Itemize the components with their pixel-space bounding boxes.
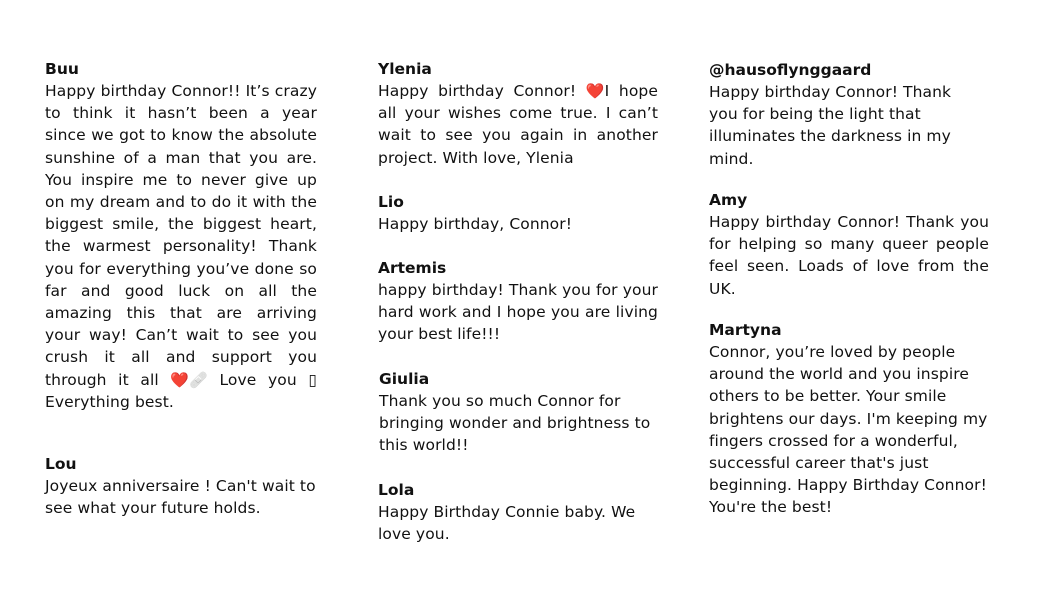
message-lio xyxy=(378,191,658,235)
message-author: Lola xyxy=(378,481,415,499)
message-text-part: Happy birthday Connor! xyxy=(378,82,586,100)
message-author: Lou xyxy=(45,455,77,473)
message-text-part: Happy birthday Connor!! It’s crazy to think it hasn’t been a year since we got to know the absolute sunshine of a man that you are. You inspire me to never give up on my dream and to do it with the biggest smile, the biggest heart, the warmest personality! Thank you for everything you’ve done so far and good luck on all the amazing this that are arriving your way! Can’t wait to see you crush it all and support you through it all xyxy=(45,82,317,389)
message-author: Giulia xyxy=(379,370,430,388)
message-ylenia xyxy=(378,58,658,169)
message-amy xyxy=(709,189,989,300)
message-text xyxy=(45,80,317,413)
message-buu xyxy=(45,58,317,413)
bandage-emoji-icon: 🩹 xyxy=(189,370,208,389)
message-text: Happy Birthday Connie baby. We love you. xyxy=(378,503,636,544)
message-author: @hausoflynggaard xyxy=(709,61,872,79)
message-author: Lio xyxy=(378,193,404,211)
message-text: Connor, you’re loved by people around the world and you inspire others to be better. Your smile brightens our days. I'm keeping my fingers crossed for a wonderful, successful career that's just beginning. Happy Birthday Connor! You're the best! xyxy=(709,343,988,517)
message-text: Happy birthday, Connor! xyxy=(378,215,573,233)
message-text: Thank you so much Connor for bringing wonder and brightness to this world!! xyxy=(379,392,651,455)
heart-emoji-icon: ❤️ xyxy=(170,370,190,389)
message-text: Happy birthday Connor! Thank you for helping so many queer people feel seen. Loads of love from the UK. xyxy=(709,213,989,298)
message-text xyxy=(378,80,658,169)
message-author: Ylenia xyxy=(378,60,432,78)
message-author: Artemis xyxy=(378,259,447,277)
message-author: Buu xyxy=(45,60,79,78)
heart-emoji-icon: ❤️ xyxy=(585,82,605,100)
message-text-part: Love you ▯ Everything best. xyxy=(45,370,317,411)
message-text: Joyeux anniversaire ! Can't wait to see what your future holds. xyxy=(45,477,316,518)
message-text-part: I hope all your wishes come true. I can’t wait to see you again in another project. With love, Ylenia xyxy=(378,82,659,167)
message-author: Amy xyxy=(709,191,748,209)
message-lou xyxy=(45,453,330,519)
message-martyna xyxy=(709,319,989,519)
message-giulia xyxy=(379,368,655,457)
message-text: Happy birthday Connor! Thank you for being the light that illuminates the darkness in my mind. xyxy=(709,83,952,168)
message-author: Martyna xyxy=(709,321,782,339)
message-lola xyxy=(378,479,658,545)
message-hausoflynggaard xyxy=(709,59,971,170)
message-artemis xyxy=(378,257,658,346)
message-text: happy birthday! Thank you for your hard work and I hope you are living your best life!!! xyxy=(378,281,658,344)
